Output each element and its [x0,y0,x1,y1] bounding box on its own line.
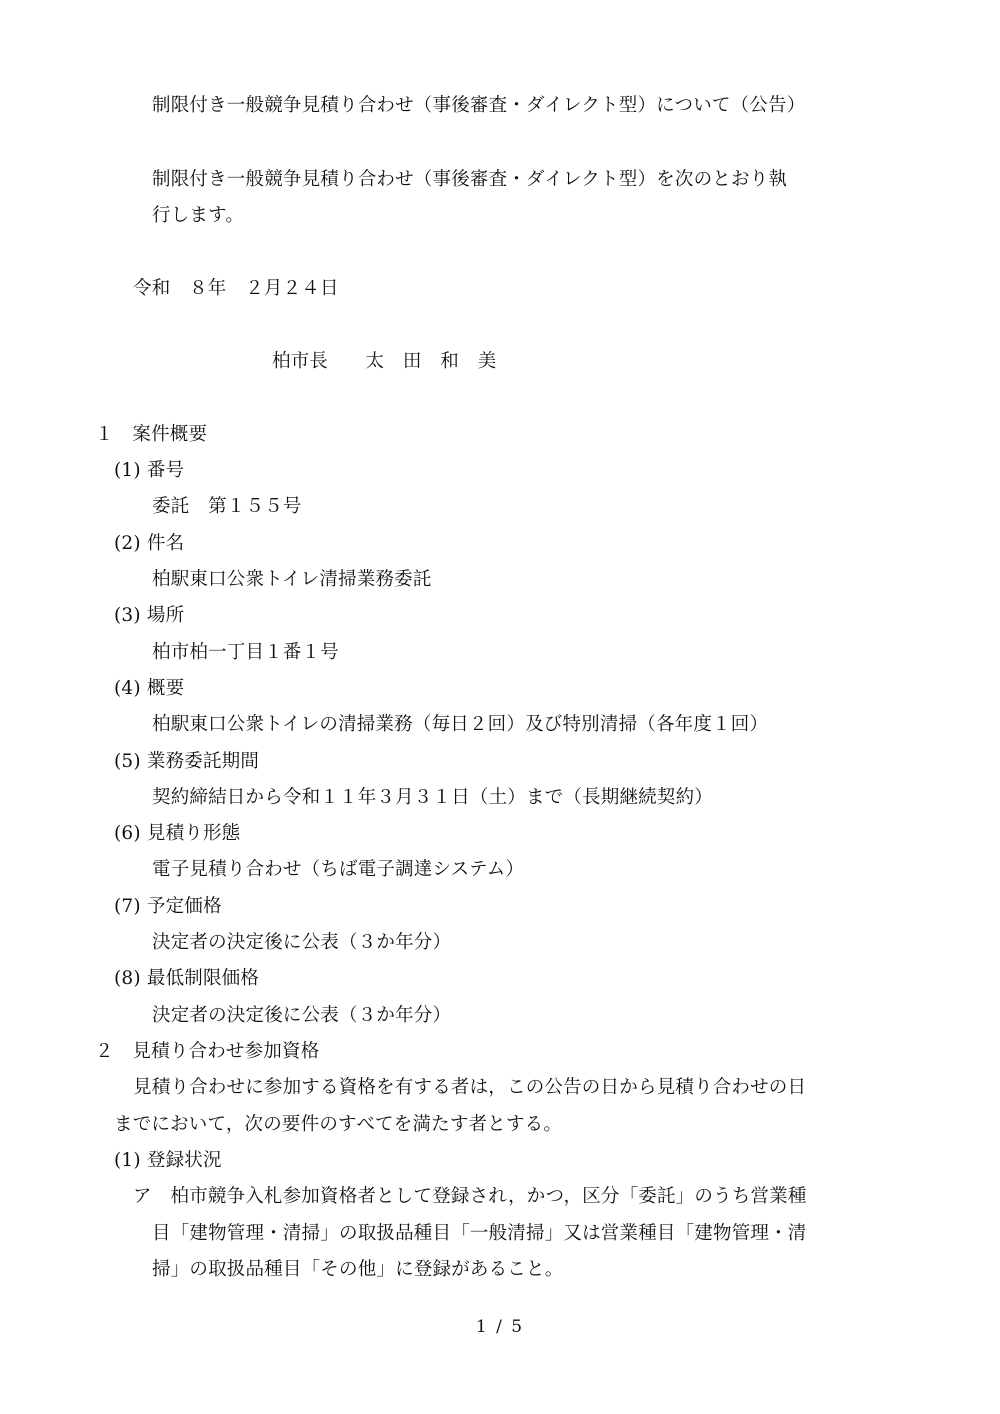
page-number: 1 / 5 [475,1317,525,1337]
item-label-number: (1) 番号 [114,460,185,481]
registration-item-line-1: ア 柏市競争入札参加資格者として登録され，かつ，区分「委託」のうち営業種 [133,1186,807,1207]
item-value-minimum-price: 決定者の決定後に公表（３か年分） [152,1005,452,1026]
item-label-minimum-price: (8) 最低制限価格 [114,968,260,989]
item-value-estimated-price: 決定者の決定後に公表（３か年分） [152,932,452,953]
item-label-subject: (2) 件名 [114,533,185,554]
item-value-number: 委託 第１５５号 [152,496,302,517]
item-value-overview: 柏駅東口公衆トイレの清掃業務（毎日２回）及び特別清掃（各年度１回） [152,714,769,735]
item-label-location: (3) 場所 [114,605,185,626]
item-label-estimated-price: (7) 予定価格 [114,896,222,917]
intro-line-2: 行します。 [152,205,245,226]
registration-item-line-3: 掃」の取扱品種目「その他」に登録があること。 [152,1259,564,1280]
intro-line-1: 制限付き一般競争見積り合わせ（事後審査・ダイレクト型）を次のとおり執 [152,169,788,190]
item-value-period: 契約締結日から令和１１年３月３１日（土）まで（長期継続契約） [152,787,714,808]
notice-date: 令和 ８年 ２月２４日 [133,278,339,299]
item-label-overview: (4) 概要 [114,678,185,699]
section2-heading: ２ 見積り合わせ参加資格 [95,1041,320,1062]
item-value-format: 電子見積り合わせ（ちば電子調達システム） [152,859,525,880]
section1-heading: １ 案件概要 [95,424,208,445]
section2-intro-line-1: 見積り合わせに参加する資格を有する者は，この公告の日から見積り合わせの日 [133,1077,807,1098]
notice-title: 制限付き一般競争見積り合わせ（事後審査・ダイレクト型）について（公告） [152,95,806,116]
registration-item-line-2: 目「建物管理・清掃」の取扱品種目「一般清掃」又は営業種目「建物管理・清 [152,1223,807,1244]
issuer-name: 柏市長 太 田 和 美 [272,351,497,372]
item-value-location: 柏市柏一丁目１番１号 [152,642,340,663]
item-label-format: (6) 見積り形態 [114,823,241,844]
item-value-subject: 柏駅東口公衆トイレ清掃業務委託 [152,569,432,590]
subsection-label-registration: (1) 登録状況 [114,1150,222,1171]
item-label-period: (5) 業務委託期間 [114,751,260,772]
section2-intro-line-2: までにおいて，次の要件のすべてを満たす者とする。 [114,1114,563,1135]
